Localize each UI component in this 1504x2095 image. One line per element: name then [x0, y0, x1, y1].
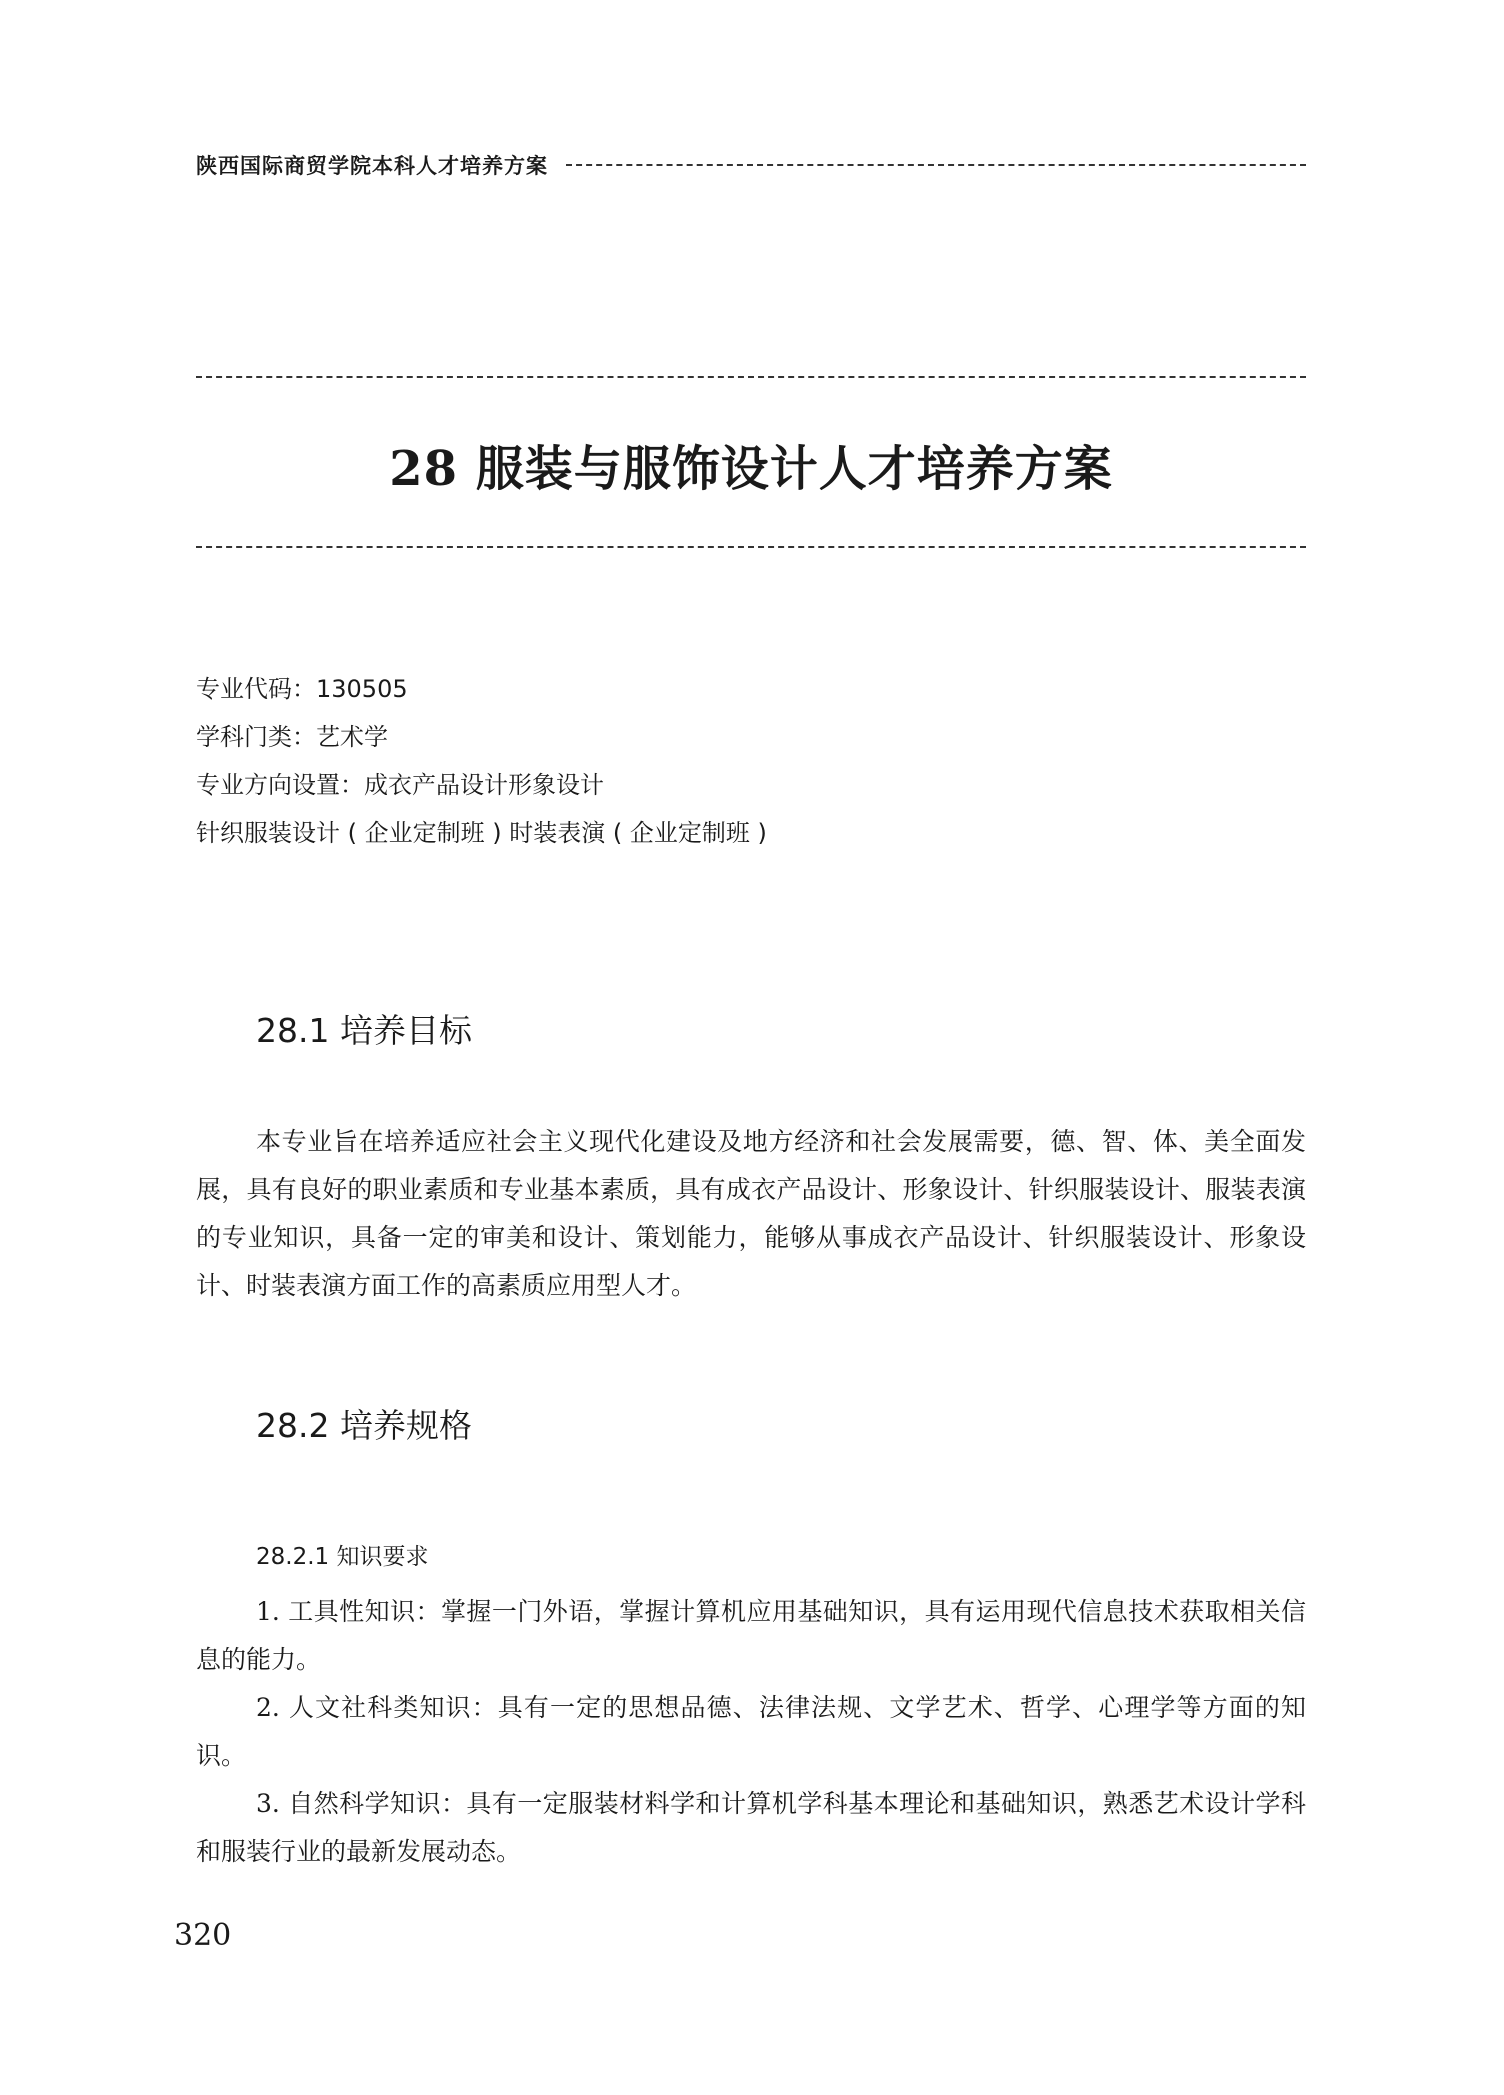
list-item: 1. 工具性知识：掌握一门外语，掌握计算机应用基础知识，具有运用现代信息技术获取相关信息的能力。	[196, 1597, 1306, 1674]
program-meta	[196, 665, 767, 857]
subsection-heading-knowledge: 28.2.1 知识要求	[256, 1544, 429, 1570]
program-directions-continued: 针织服装设计 ( 企业定制班 ) 时装表演 ( 企业定制班 )	[196, 819, 767, 847]
section-heading-specifications: 28.2 培养规格	[256, 1406, 472, 1445]
discipline-category: 学科门类：艺术学	[196, 723, 388, 751]
running-header	[196, 150, 1306, 180]
section-heading-goals: 28.1 培养目标	[256, 1011, 472, 1050]
program-directions: 专业方向设置：成衣产品设计形象设计	[196, 771, 604, 799]
list-item: 3. 自然科学知识：具有一定服装材料学和计算机学科基本理论和基础知识，熟悉艺术设计学科和服装行业的最新发展动态。	[196, 1789, 1306, 1866]
running-header-title: 陕西国际商贸学院本科人才培养方案	[196, 153, 548, 178]
program-code: 专业代码：130505	[196, 675, 408, 703]
page-number: 320	[174, 1918, 232, 1953]
chapter-top-rule	[196, 376, 1306, 378]
list-item: 2. 人文社科类知识：具有一定的思想品德、法律法规、文学艺术、哲学、心理学等方面的知识。	[196, 1693, 1306, 1770]
header-dashed-rule	[566, 164, 1306, 166]
chapter-bottom-rule	[196, 546, 1306, 548]
knowledge-requirements-list	[196, 1588, 1306, 1876]
goals-paragraph: 本专业旨在培养适应社会主义现代化建设及地方经济和社会发展需要，德、智、体、美全面发展，具有良好的职业素质和专业基本素质，具有成衣产品设计、形象设计、针织服装设计、服装表演的专业知识，具备一定的审美和设计、策划能力，能够从事成衣产品设计、针织服装设计、形象设计、时装表演方面工作的高素质应用型人才。	[196, 1127, 1306, 1300]
chapter-title: 28 服装与服饰设计人才培养方案	[389, 441, 1113, 497]
